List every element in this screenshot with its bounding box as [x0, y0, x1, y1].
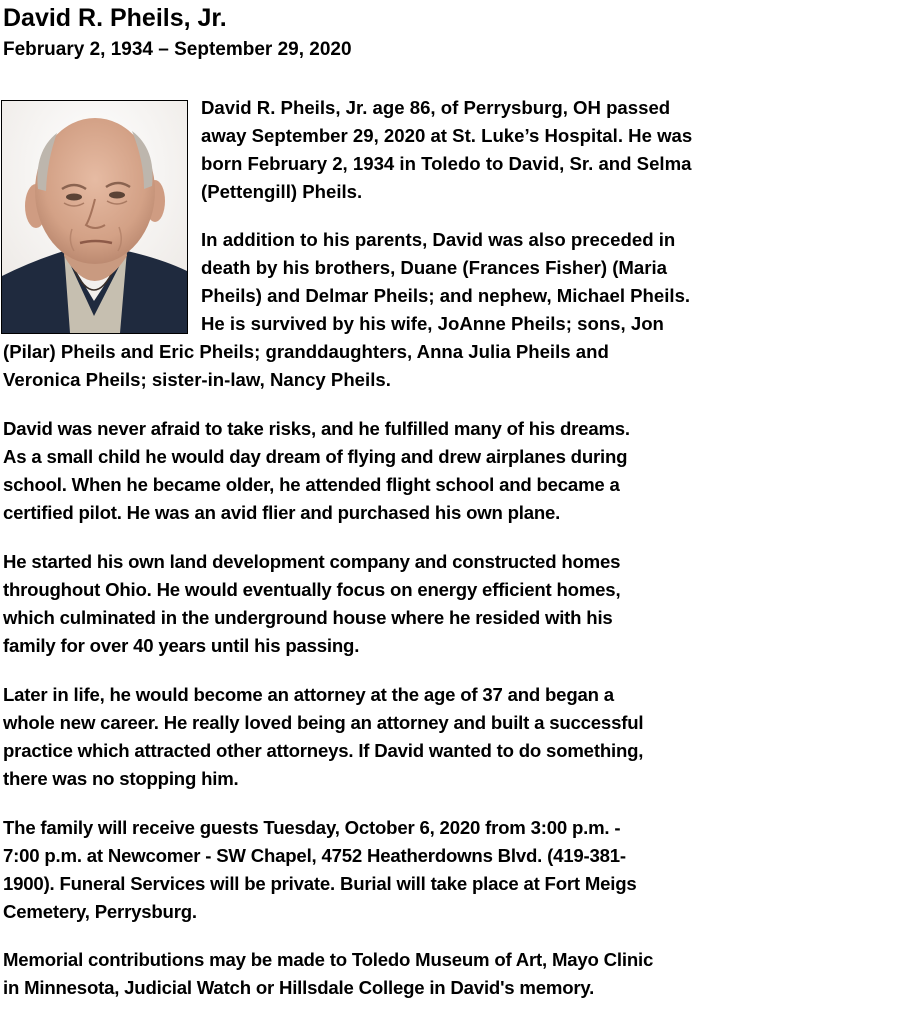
text-line: Memorial contributions may be made to Toledo Museum of Art, Mayo Clinic	[3, 949, 654, 970]
text-line: David was never afraid to take risks, and he fulfilled many of his dreams.	[3, 418, 630, 439]
text-line: In addition to his parents, David was also preceded in	[201, 229, 676, 250]
text-line: there was no stopping him.	[3, 768, 239, 790]
text-line: The family will receive guests Tuesday, October 6, 2020 from 3:00 p.m. -	[3, 817, 621, 838]
obituary-paragraph-services	[3, 814, 637, 926]
text-line: school. When he became older, he attended flight school and became a	[3, 474, 620, 496]
text-line: in Minnesota, Judicial Watch or Hillsdale College in David's memory.	[3, 977, 595, 999]
obituary-paragraph-flying	[3, 415, 630, 527]
obituary-paragraph-family	[3, 226, 690, 395]
obituary-name: David R. Pheils, Jr.	[3, 4, 227, 32]
obituary-paragraph-memorial	[3, 946, 653, 1002]
text-line: As a small child he would day dream of flying and drew airplanes during	[3, 446, 628, 468]
text-line: (Pilar) Pheils and Eric Pheils; granddaughters, Anna Julia Pheils and	[3, 341, 609, 363]
text-line: He started his own land development company and constructed homes	[3, 551, 621, 572]
life-dates: February 2, 1934 – September 29, 2020	[3, 39, 352, 60]
text-line: practice which attracted other attorneys. If David wanted to do something,	[3, 740, 644, 762]
text-line: certified pilot. He was an avid flier and purchased his own plane.	[3, 502, 561, 524]
text-line: born February 2, 1934 in Toledo to David, Sr. and Selma	[201, 153, 692, 175]
text-line: Later in life, he would become an attorney at the age of 37 and began a	[3, 684, 614, 705]
text-line: Pheils) and Delmar Pheils; and nephew, Michael Pheils.	[201, 285, 691, 307]
text-line: away September 29, 2020 at St. Luke’s Hospital. He was	[201, 125, 693, 147]
text-line: Cemetery, Perrysburg.	[3, 901, 197, 923]
text-line: family for over 40 years until his passing.	[3, 635, 360, 657]
text-line: (Pettengill) Pheils.	[201, 181, 363, 203]
obituary-paragraph-career	[3, 681, 643, 793]
text-line: 1900). Funeral Services will be private. Burial will take place at Fort Meigs	[3, 873, 637, 895]
obituary-paragraph-intro	[201, 94, 692, 206]
text-line: throughout Ohio. He would eventually focus on energy efficient homes,	[3, 579, 621, 601]
text-line: David R. Pheils, Jr. age 86, of Perrysburg, OH passed	[201, 97, 671, 118]
text-line: death by his brothers, Duane (Frances Fisher) (Maria	[201, 257, 667, 279]
text-line: Veronica Pheils; sister-in-law, Nancy Pheils.	[3, 369, 391, 391]
text-line: 7:00 p.m. at Newcomer - SW Chapel, 4752 Heatherdowns Blvd. (419-381-	[3, 845, 626, 867]
text-line: whole new career. He really loved being an attorney and built a successful	[3, 712, 644, 734]
obituary-paragraph-business	[3, 548, 620, 660]
text-line: He is survived by his wife, JoAnne Pheils; sons, Jon	[201, 313, 664, 335]
text-line: which culminated in the underground house where he resided with his	[3, 607, 613, 629]
